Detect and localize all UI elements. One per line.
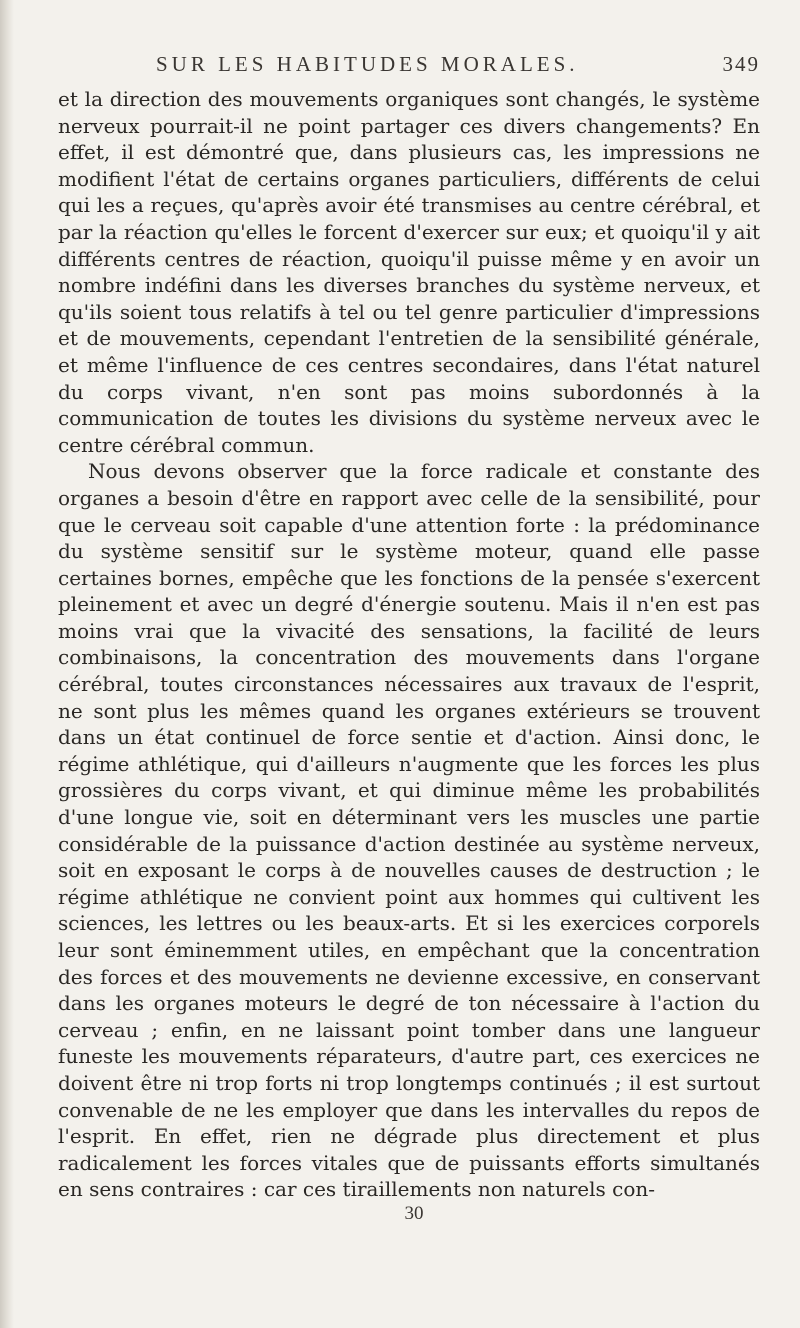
book-page bbox=[58, 52, 760, 1225]
paragraph-continued: et la direction des mouvements organiques sont changés, le système nerveux pourrait-il ne point partager ces divers changements? En effet, il est démontré que, dans plusieurs cas, les impressions ne modifient l'état de certains organes particuliers, différents de celui qui les a reçues, qu'après avoir été transmises au centre cérébral, et par la réaction qu'elles le forcent d'exercer sur eux; et quoiqu'il y ait différents centres de réaction, quoiqu'il puisse même y en avoir un nombre indéfini dans les diverses branches du système nerveux, et qu'ils soient tous relatifs à tel ou tel genre particulier d'impressions et de mouvements, cependant l'entretien de la sensibilité générale, et même l'influence de ces centres secondaires, dans l'état naturel du corps vivant, n'en sont pas moins subordonnés à la communication de toutes les divisions du système nerveux avec le centre cérébral commun. bbox=[58, 87, 760, 457]
running-head bbox=[58, 52, 760, 86]
paragraph: Nous devons observer que la force radicale et constante des organes a besoin d'être en rapport avec celle de la sensibilité, pour que le cerveau soit capable d'une attention forte : la prédominance du système sensitif sur le système moteur, quand elle passe certaines bornes, empêche que les fonctions de la pensée s'exercent pleinement et avec un degré d'énergie soutenu. Mais il n'en est pas moins vrai que la vivacité des sensations, la facilité de leurs combinaisons, la concentration des mouvements dans l'organe cérébral, toutes circonstances nécessaires aux travaux de l'esprit, ne sont plus les mêmes quand les organes extérieurs se trouvent dans un état continuel de force sentie et d'action. Ainsi donc, le régime athlétique, qui d'ailleurs n'augmente que les forces les plus grossières du corps vivant, et qui diminue même les probabilités d'une longue vie, soit en déterminant vers les muscles une partie considérable de la puissance d'action destinée au système nerveux, soit en exposant le corps à de nouvelles causes de destruction ; le régime athlétique ne convient point aux hommes qui cultivent les sciences, les lettres ou les beaux-arts. Et si les exercices corporels leur sont éminemment utiles, en empêchant que la concentration des forces et des mouvements ne devienne excessive, en conservant dans les organes moteurs le degré de ton nécessaire à l'action du cerveau ; enfin, en ne laissant point tomber dans une langueur funeste les mouvements réparateurs, d'autre part, ces exercices ne doivent être ni trop forts ni trop longtemps continués ; il est surtout convenable de ne les employer que dans les intervalles du repos de l'esprit. En effet, rien ne dégrade plus directement et plus radicalement les forces vitales que de puissants efforts simultanés en sens contraires : car ces tiraillements non naturels con- bbox=[58, 459, 760, 1202]
running-title: SUR LES HABITUDES MORALES. bbox=[156, 52, 579, 76]
page-number: 349 bbox=[722, 52, 760, 76]
body-text bbox=[58, 86, 760, 1203]
signature-mark: 30 bbox=[404, 1202, 424, 1224]
binding-shadow bbox=[0, 0, 14, 1328]
